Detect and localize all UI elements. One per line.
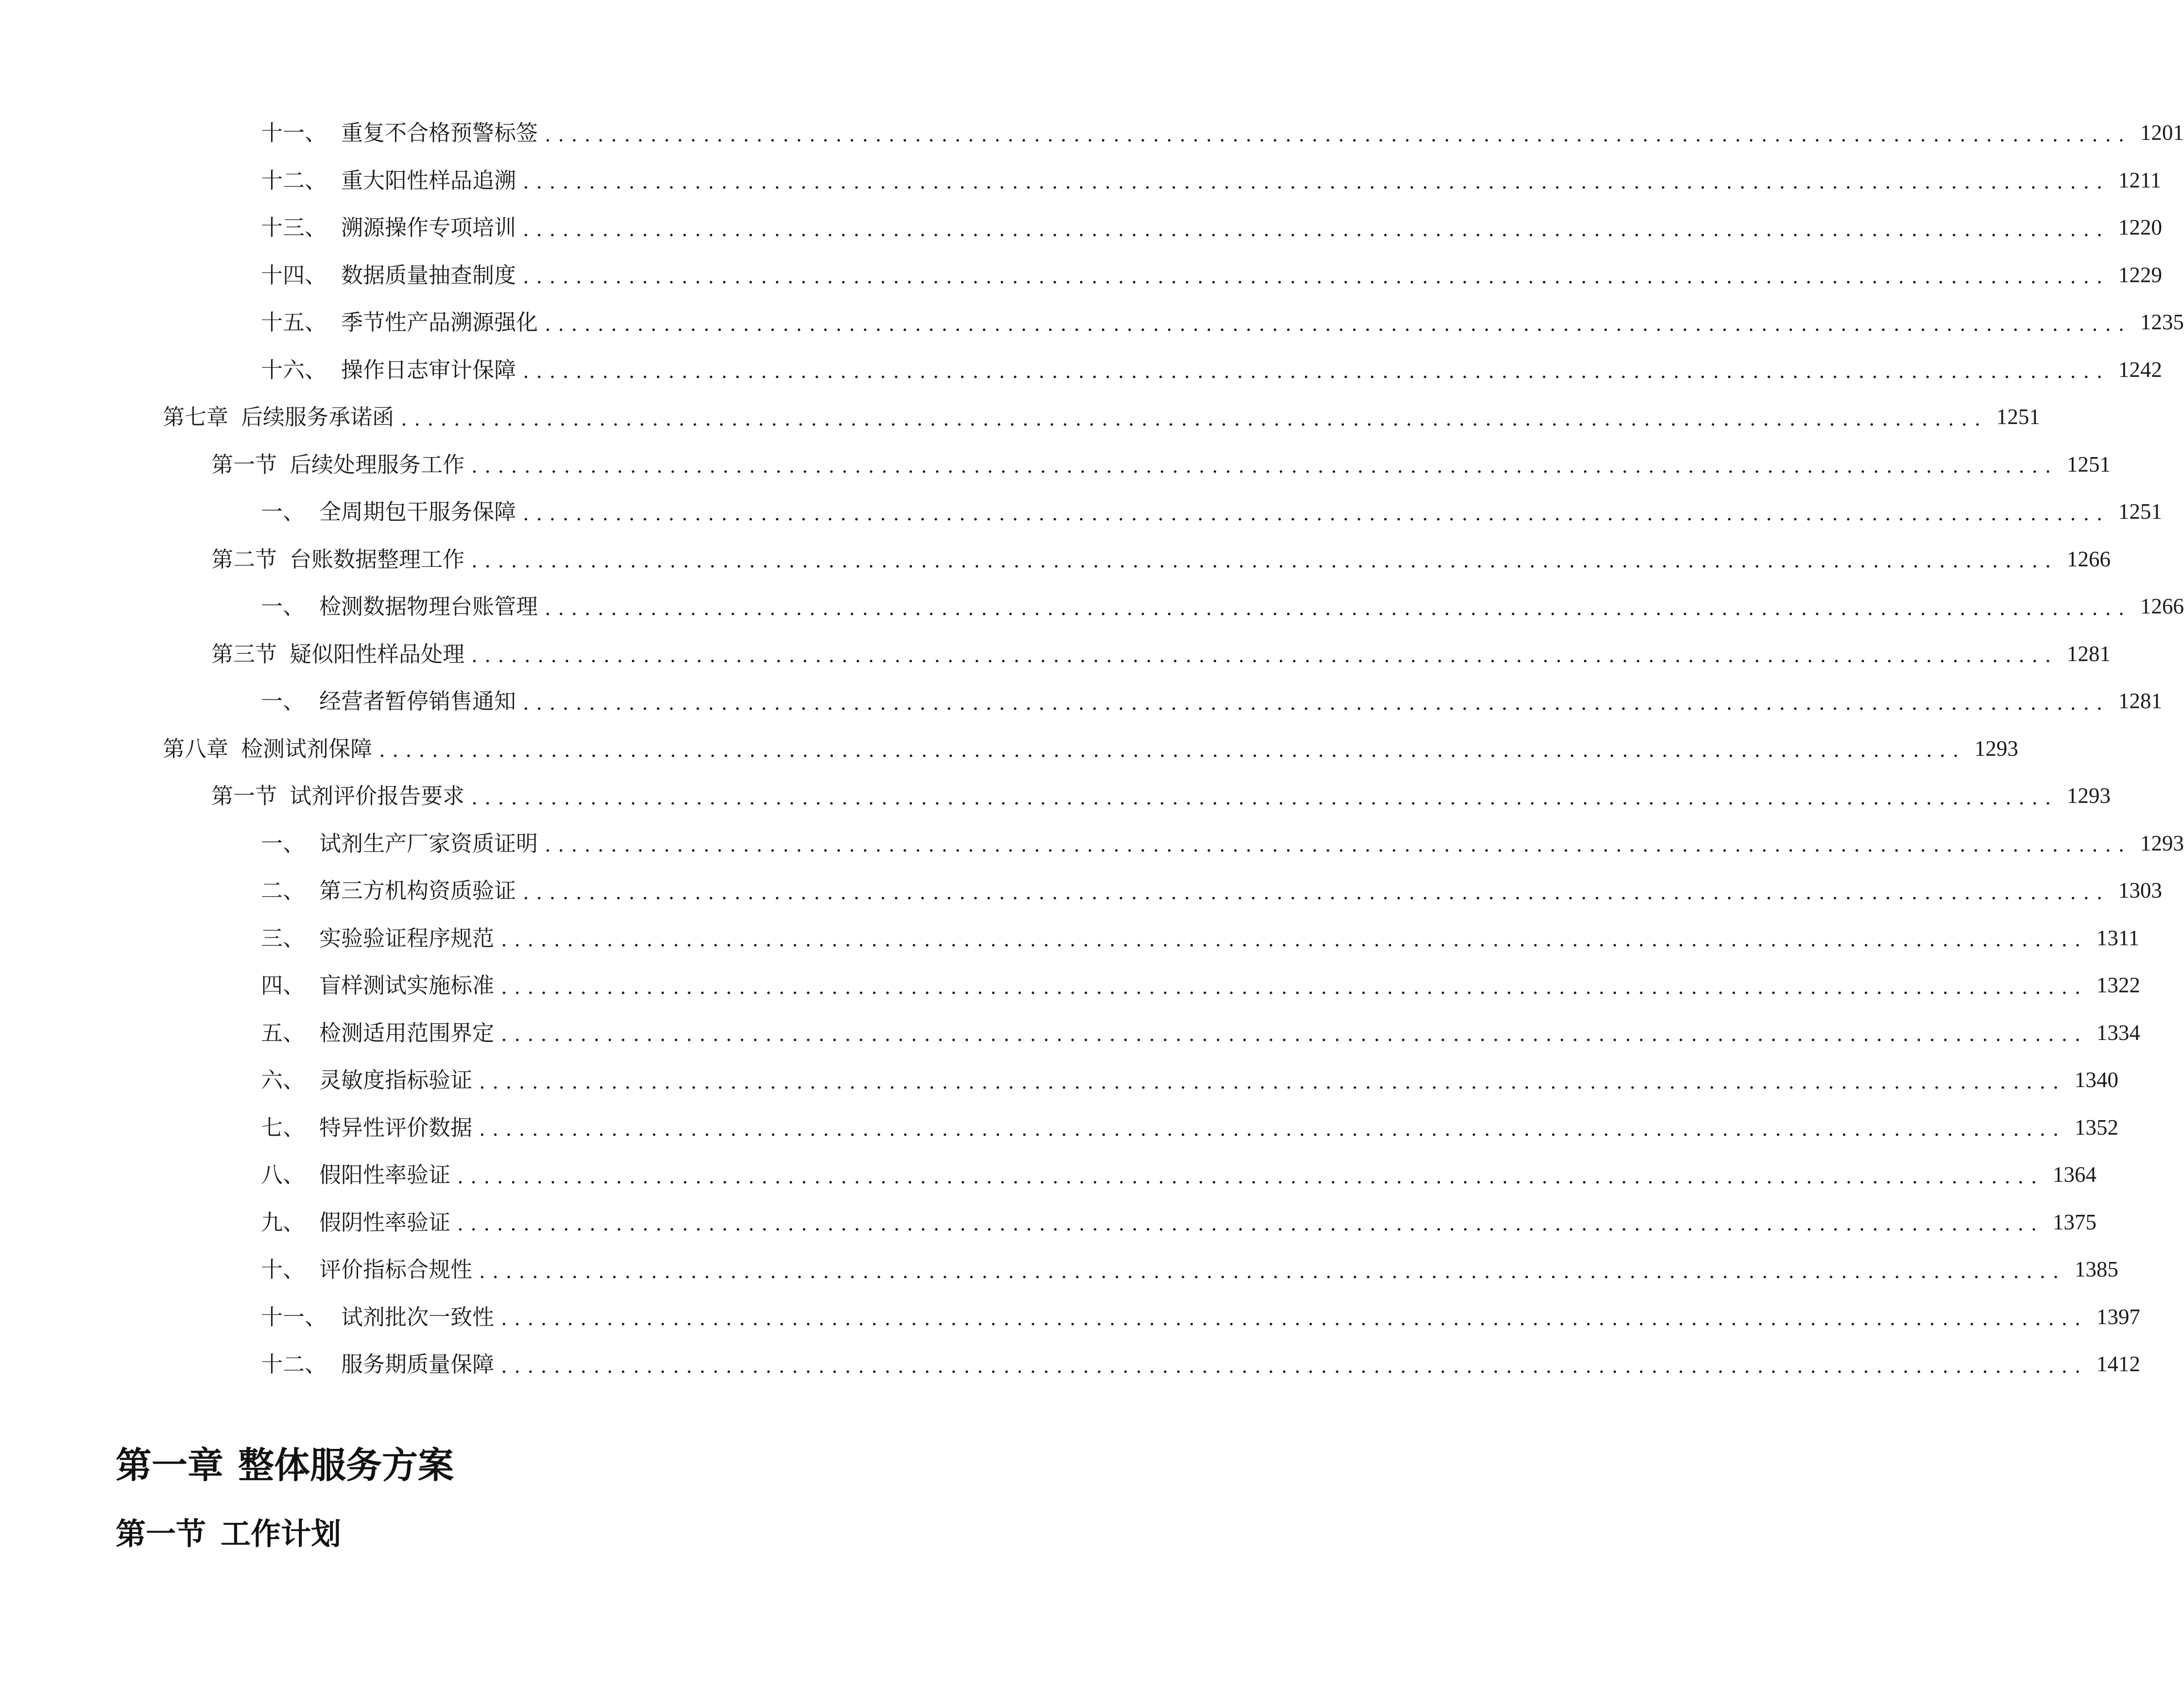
toc-dot-leader: ........................................................................................................................ [401,408,1988,430]
toc-entry-title: 试剂批次一致性 [341,1304,495,1330]
toc-entry-page-number: 1385 [2074,1257,2118,1282]
toc-entry[interactable] [0,583,2184,630]
toc-entry-page-number: 1293 [1974,736,2018,761]
toc-dot-leader: ........................................................................................................................ [457,1165,2044,1188]
toc-dot-leader: ........................................................................................................................ [523,692,2110,715]
toc-dot-leader: ........................................................................................................................ [523,218,2110,241]
toc-dot-leader: ........................................................................................................................ [523,266,2110,289]
toc-entry[interactable] [0,157,2162,204]
toc-entry-number: 三、 [261,925,305,951]
toc-entry-page-number: 1340 [2074,1068,2118,1092]
chapter-heading-number: 第一章 [116,1445,224,1486]
toc-entry-page-number: 1211 [2118,168,2162,192]
toc-entry-number: 九、 [261,1209,305,1235]
toc-entry-title: 盲样测试实施标准 [319,972,495,999]
toc-entry-number: 七、 [261,1114,305,1141]
toc-entry-page-number: 1201 [2140,120,2184,145]
toc-entry[interactable] [0,1246,2118,1294]
toc-entry-number: 第一节 [211,451,277,477]
toc-entry-page-number: 1251 [1996,405,2040,429]
toc-entry-title: 实验验证程序规范 [319,925,495,951]
toc-entry-number: 第三节 [211,641,277,667]
toc-entry-number: 六、 [261,1067,305,1093]
toc-entry-title: 试剂评价报告要求 [290,783,465,809]
toc-entry-page-number: 1281 [2118,689,2162,714]
toc-dot-leader: ........................................................................................................................ [501,929,2088,952]
toc-entry-page-number: 1375 [2052,1210,2097,1234]
toc-entry[interactable] [0,536,2111,583]
toc-entry-page-number: 1229 [2118,262,2162,287]
toc-dot-leader: ........................................................................................................................ [523,502,2110,525]
toc-entry[interactable] [0,725,2018,773]
toc-dot-leader: ........................................................................................................................ [545,597,2132,620]
toc-dot-leader: ........................................................................................................................ [501,1308,2088,1330]
section-heading-number: 第一节 [116,1516,206,1551]
toc-entry-title: 灵敏度指标验证 [319,1067,473,1093]
toc-entry-title: 溯源操作专项培训 [341,215,516,241]
toc-dot-leader: ........................................................................................................................ [523,881,2110,904]
toc-entry[interactable] [0,678,2162,725]
toc-entry-number: 一、 [261,594,305,620]
toc-entry-number: 二、 [261,878,305,904]
toc-entry-title: 假阴性率验证 [319,1209,451,1235]
toc-entry[interactable] [0,204,2162,252]
toc-entry-number: 十一、 [261,120,327,146]
toc-entry[interactable] [0,393,2040,441]
chapter-heading-title: 整体服务方案 [238,1445,454,1486]
toc-entry-title: 操作日志审计保障 [341,357,516,383]
toc-entry-page-number: 1266 [2066,546,2111,571]
toc-entry-title: 数据质量抽查制度 [341,262,516,288]
toc-entry-number: 一、 [261,830,305,856]
toc-dot-leader: ........................................................................................................................ [545,313,2132,336]
toc-entry-page-number: 1303 [2118,878,2162,903]
toc-entry-number: 十二、 [261,167,327,193]
toc-entry-number: 十一、 [261,1304,327,1330]
toc-entry-page-number: 1266 [2140,594,2184,619]
toc-entry-title: 重大阳性样品追溯 [341,167,516,193]
toc-dot-leader: ........................................................................................................................ [479,1260,2066,1283]
toc-entry-number: 一、 [261,688,305,715]
toc-entry[interactable] [0,1151,2097,1199]
toc-entry-page-number: 1322 [2096,973,2140,998]
toc-entry-title: 检测适用范围界定 [319,1020,495,1046]
toc-dot-leader: ........................................................................................................................ [471,645,2058,667]
toc-entry-page-number: 1412 [2096,1352,2140,1377]
toc-entry-number: 十、 [261,1257,305,1283]
section-heading [116,1510,341,1553]
toc-dot-leader: ........................................................................................................................ [479,1071,2066,1093]
toc-entry-number: 第二节 [211,546,277,572]
toc-entry[interactable] [0,252,2162,299]
toc-entry[interactable] [0,1009,2140,1057]
toc-entry[interactable] [0,1294,2140,1341]
toc-entry-title: 检测数据物理台账管理 [319,594,538,620]
toc-entry-title: 评价指标合规性 [319,1257,473,1283]
toc-entry-number: 四、 [261,972,305,999]
toc-entry-page-number: 1281 [2066,641,2111,666]
toc-entry-page-number: 1364 [2052,1162,2097,1187]
toc-entry-title: 试剂生产厂家资质证明 [319,830,538,856]
toc-entry-title: 假阳性率验证 [319,1162,451,1188]
toc-entry-page-number: 1293 [2066,784,2111,808]
toc-entry-number: 一、 [261,499,305,525]
toc-dot-leader: ........................................................................................................................ [379,739,1966,762]
toc-entry[interactable] [0,962,2140,1009]
toc-entry[interactable] [0,867,2162,915]
table-of-contents [0,109,2184,1388]
toc-entry[interactable] [0,488,2162,536]
toc-entry-title: 第三方机构资质验证 [319,878,516,904]
toc-entry[interactable] [0,1104,2118,1152]
toc-entry[interactable] [0,630,2111,678]
toc-entry-title: 台账数据整理工作 [290,546,465,572]
toc-entry-page-number: 1311 [2096,925,2140,950]
toc-entry[interactable] [0,1199,2097,1246]
toc-entry-title: 后续服务承诺函 [241,404,395,430]
toc-entry-page-number: 1352 [2074,1115,2118,1140]
toc-dot-leader: ........................................................................................................................ [501,1355,2088,1378]
toc-entry[interactable] [0,915,2140,962]
toc-entry-title: 服务期质量保障 [341,1351,495,1378]
toc-entry-title: 经营者暂停销售通知 [319,688,516,715]
chapter-heading [116,1437,454,1488]
toc-entry-page-number: 1293 [2140,831,2184,855]
toc-dot-leader: ........................................................................................................................ [523,360,2110,383]
toc-entry[interactable] [0,346,2162,394]
toc-entry-title: 疑似阳性样品处理 [290,641,465,667]
toc-entry-number: 五、 [261,1020,305,1046]
toc-dot-leader: ........................................................................................................................ [501,1023,2088,1046]
toc-entry-title: 季节性产品溯源强化 [341,309,538,336]
toc-entry-number: 第八章 [163,735,229,762]
toc-entry-number: 十五、 [261,309,327,336]
toc-entry-number: 十六、 [261,357,327,383]
toc-entry-number: 八、 [261,1162,305,1188]
toc-dot-leader: ........................................................................................................................ [545,123,2132,146]
toc-entry[interactable] [0,109,2184,157]
toc-entry-page-number: 1334 [2096,1020,2140,1045]
toc-entry[interactable] [0,441,2111,489]
toc-entry-number: 第七章 [163,404,229,430]
toc-entry-title: 特异性评价数据 [319,1114,473,1141]
toc-dot-leader: ........................................................................................................................ [471,550,2058,573]
toc-entry[interactable] [0,299,2184,346]
toc-entry-title: 检测试剂保障 [241,735,373,762]
toc-dot-leader: ........................................................................................................................ [471,455,2058,478]
toc-entry[interactable] [0,1341,2140,1388]
toc-entry-number: 十四、 [261,262,327,288]
toc-entry-page-number: 1242 [2118,357,2162,382]
toc-entry-number: 十二、 [261,1351,327,1378]
toc-entry[interactable] [0,820,2184,868]
toc-entry-title: 全周期包干服务保障 [319,499,516,525]
toc-entry-page-number: 1397 [2096,1304,2140,1329]
toc-dot-leader: ........................................................................................................................ [457,1213,2044,1236]
toc-dot-leader: ........................................................................................................................ [479,1118,2066,1141]
toc-entry-page-number: 1235 [2140,310,2184,335]
toc-entry-page-number: 1220 [2118,215,2162,240]
toc-entry-title: 重复不合格预警标签 [341,120,538,146]
toc-entry-number: 第一节 [211,783,277,809]
toc-dot-leader: ........................................................................................................................ [471,786,2058,809]
toc-entry-page-number: 1251 [2066,452,2111,477]
toc-entry-number: 十三、 [261,215,327,241]
toc-entry[interactable] [0,772,2111,820]
toc-entry-title: 后续处理服务工作 [290,451,465,477]
toc-dot-leader: ........................................................................................................................ [545,834,2132,857]
toc-dot-leader: ........................................................................................................................ [523,171,2110,194]
toc-dot-leader: ........................................................................................................................ [501,976,2088,999]
section-heading-title: 工作计划 [221,1516,342,1551]
toc-entry-page-number: 1251 [2118,499,2162,524]
toc-entry[interactable] [0,1056,2118,1104]
